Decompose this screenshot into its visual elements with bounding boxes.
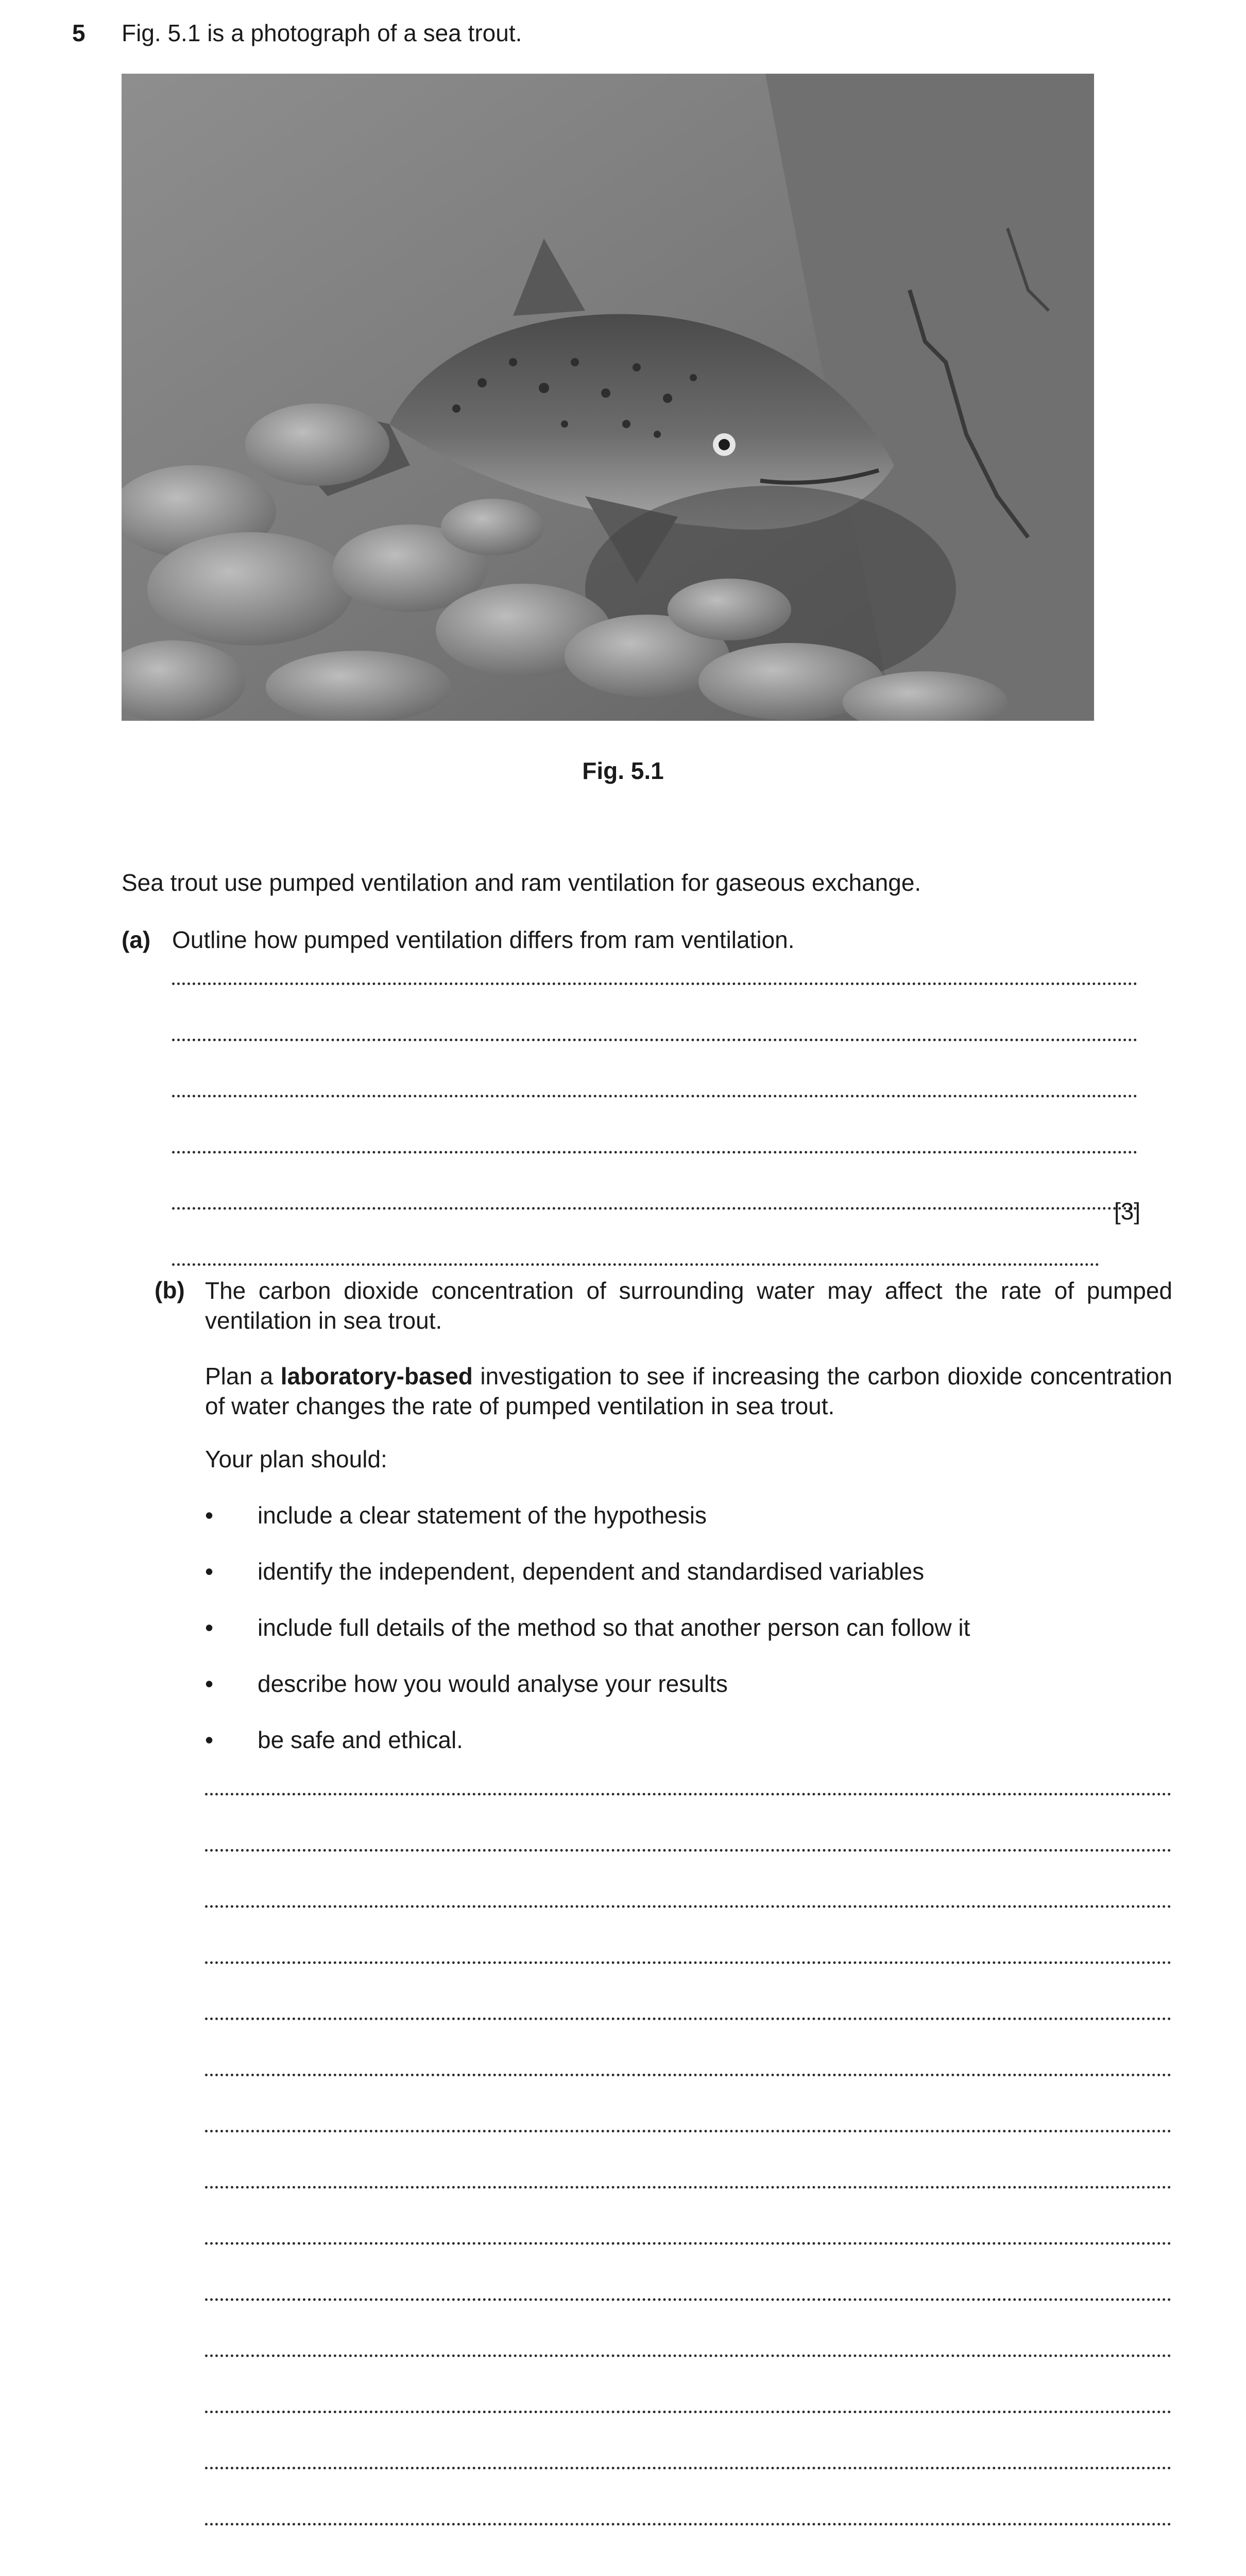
answer-line[interactable] xyxy=(172,1039,1137,1041)
bullet-marker: • xyxy=(205,1502,214,1529)
part-b-paragraph-2 xyxy=(205,1361,1172,1421)
answer-line[interactable] xyxy=(205,2298,1171,2301)
bullet-safety: be safe and ethical. xyxy=(258,1726,463,1753)
bullet-marker: • xyxy=(205,1614,214,1641)
sea-trout-photograph xyxy=(122,74,1094,721)
part-b-label: (b) xyxy=(155,1277,185,1303)
answer-line[interactable] xyxy=(205,2074,1171,2076)
bullet-method: include full details of the method so that another person can follow it xyxy=(258,1614,970,1641)
part-a-text: Outline how pumped ventilation differs from ram ventilation. xyxy=(172,926,795,953)
bullet-marker: • xyxy=(205,1670,214,1697)
bullet-marker: • xyxy=(205,1558,214,1585)
part-b-paragraph-2-end: investigation to see if increasing the carbon dioxide concentration of water changes the rate of pumped ventilation in sea trout. xyxy=(205,1363,1172,1419)
answer-line[interactable] xyxy=(172,1151,1137,1154)
answer-line[interactable] xyxy=(205,1961,1171,1964)
question-number: 5 xyxy=(72,20,86,46)
answer-line[interactable] xyxy=(205,2018,1171,2020)
part-b-laboratory-based: laboratory-based xyxy=(280,1363,473,1389)
part-a-marks: [3] xyxy=(1114,1198,1140,1225)
part-b-paragraph-2-start: Plan a xyxy=(205,1363,281,1389)
question-intro: Fig. 5.1 is a photograph of a sea trout. xyxy=(122,20,522,46)
bullet-variables: identify the independent, dependent and standardised variables xyxy=(258,1558,925,1585)
answer-line[interactable] xyxy=(205,2467,1171,2469)
answer-line[interactable] xyxy=(205,2186,1171,2189)
part-b-paragraph-1: The carbon dioxide concentration of surrounding water may affect the rate of pumped ventilation in sea trout. xyxy=(205,1277,1172,1334)
answer-line[interactable] xyxy=(205,1793,1171,1795)
plan-intro: Your plan should: xyxy=(205,1446,387,1472)
answer-line[interactable] xyxy=(205,1905,1171,1908)
question-stem: Sea trout use pumped ventilation and ram ventilation for gaseous exchange. xyxy=(122,869,921,896)
answer-line[interactable] xyxy=(205,2354,1171,2357)
part-a-label: (a) xyxy=(122,926,151,953)
bullet-analysis: describe how you would analyse your results xyxy=(258,1670,728,1697)
answer-line[interactable] xyxy=(172,1207,1137,1210)
bullet-hypothesis: include a clear statement of the hypothesis xyxy=(258,1502,707,1529)
answer-line[interactable] xyxy=(172,982,1137,985)
answer-line[interactable] xyxy=(205,2130,1171,2132)
answer-line[interactable] xyxy=(172,1263,1099,1266)
answer-line[interactable] xyxy=(205,2411,1171,2413)
figure-caption: Fig. 5.1 xyxy=(582,757,664,784)
answer-line[interactable] xyxy=(205,2523,1171,2526)
bullet-marker: • xyxy=(205,1726,214,1753)
answer-line[interactable] xyxy=(172,1095,1137,1097)
answer-line[interactable] xyxy=(205,2242,1171,2245)
answer-line[interactable] xyxy=(205,1849,1171,1852)
